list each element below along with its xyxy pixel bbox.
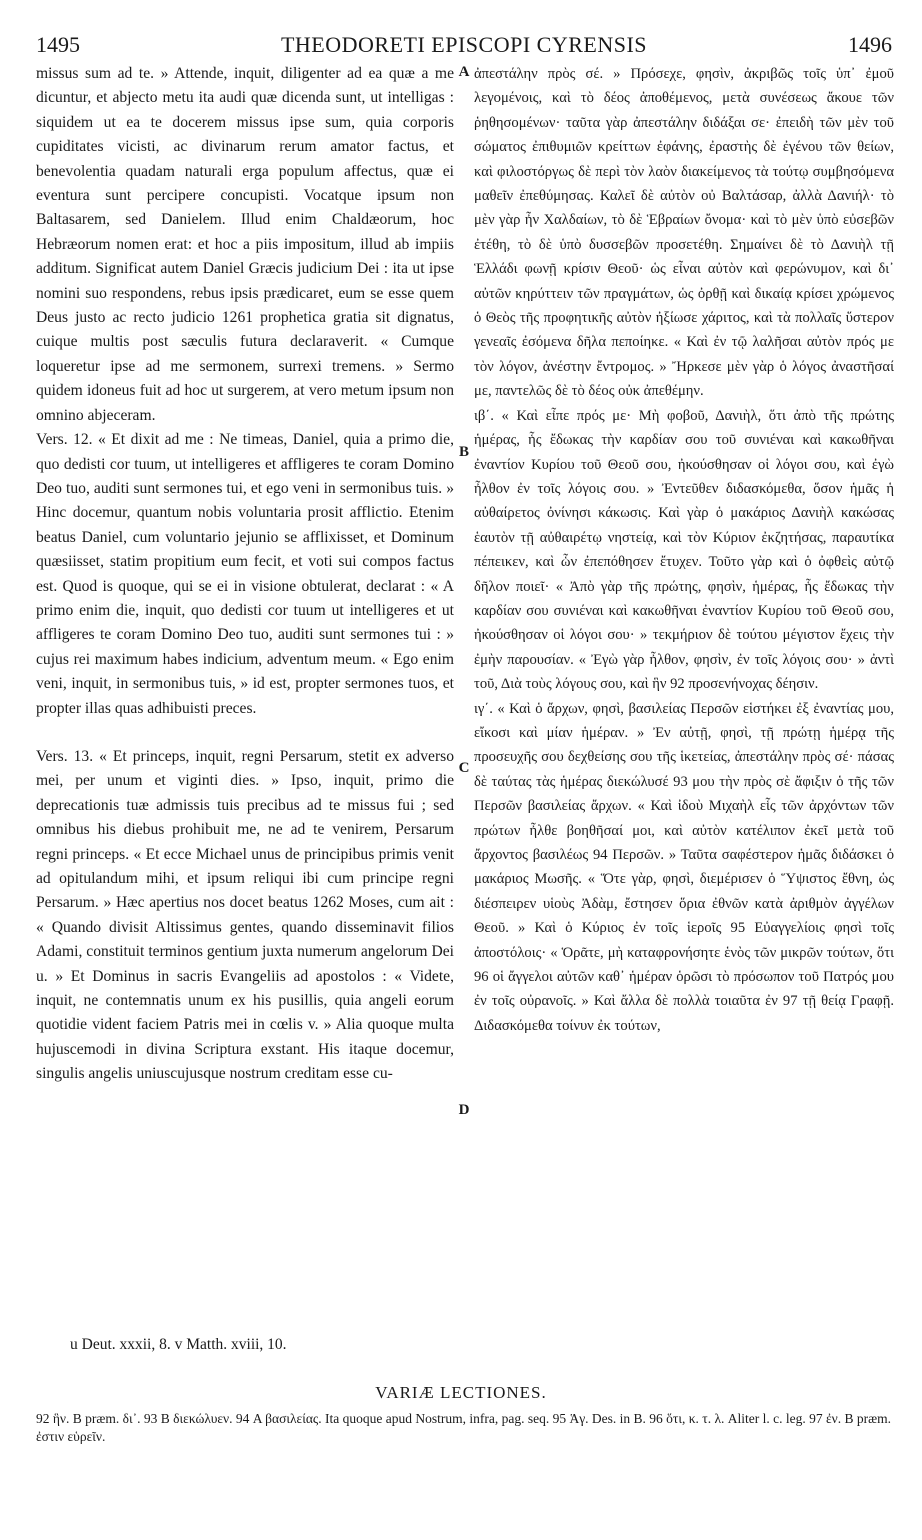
variae-lectiones-heading: VARIÆ LECTIONES.	[375, 1383, 547, 1402]
greek-paragraph-1: ἀπεστάλην πρὸς σέ. » Πρόσεχε, φησὶν, ἀκριβῶς τοῖς ὑπ᾽ ἐμοῦ λεγομένοις, καὶ τὸ δέος ἀποθέμενος, μετὰ συνέσεως ἄκουε τῶν ῥηθησομένων· ταῦτα γὰρ ἀπεστάλην διδάξαι σε· ἐπειδὴ τῶν μὲν τοῦ σώματος ἐπιθυμιῶν κρείττων ἐφάνης, ἐραστὴς δὲ ἐγένου τῶν θείων, καὶ φιλοστόργως δὲ περὶ τὸν λαὸν διακείμενος τὰ τούτῳ συμβησόμενα μαθεῖν ἐπεθύμησας. Καλεῖ δὲ αὐτὸν οὐ Βαλτάσαρ, ἀλλὰ Δανιήλ· τὸ μὲν γὰρ ἦν Χαλδαίων, τὸ δὲ Ἑβραίων ὄνομα· καὶ τὸ μὲν ὑπὸ εὐσεβῶν ἐτέθη, τὸ δὲ ὑπὸ δυσσεβῶν προσετέθη. Σημαίνει δὲ τὸ Δανιὴλ τῇ Ἑλλάδι φωνῇ κρίσιν Θεοῦ· ὡς εἶναι αὐτὸν καὶ φερώνυμον, καὶ δι᾽ αὐτῶν κηρύττειν τῶν πραγμάτων, ὡς ὀρθῇ καὶ δικαίᾳ κρίσει χρώμενος ὁ Θεὸς τῆς προφητικῆς αὐτὸν ἠξίωσε χάριτος, καὶ τὰ πολλαῖς ὕστερον γενεαῖς ἐσόμενα δῆλα πεποίηκε. « Καὶ ἐν τῷ λαλῆσαι αὐτὸν πρός με τὸν λόγον, ἀνέστην ἔντρομος. » Ἤρκεσε μὲν γὰρ ὁ λόγος ἀναστῆσαί με, παντελῶς δὲ τὸ δέος οὐκ ἀπεθέμην.	[474, 66, 894, 400]
margin-markers	[454, 0, 474, 1540]
latin-paragraph-1: missus sum ad te. » Attende, inquit, diligenter ad ea quæ a me dicuntur, et abjecto metu ita audi quæ dicenda sunt, ut intelligas : siquidem ut ea te docerem missus ipse sum, quia corporis cupiditates vicisti, ac divinarum rerum amator factus, et benevolentia quadam naturali erga populum affectus, quæ ei eventura sunt percipere concupisti. Vocatque ipsum non Baltasarem, sed Danielem. Illud enim Chaldæorum, hoc Hebræorum nomen erat: et hoc a piis impositum, illud ab impiis additum. Significat autem Daniel Græcis judicium Dei : ita ut ipse nomini suo respondens, rebus ipsis prædicaret, eum se esse quem Deus justo ac recto judicio 1261 prophetica gratia sit dignatus, cuique multis post sæculis futura declaraverit. « Cumque loqueretur ipse ad me sermonem, surrexi tremens. » Sermo quidem idoneus fuit ad hoc ut surgerem, at vero metum ipsum non omnino abjeceram.	[36, 65, 454, 424]
page-number-right: 1496	[848, 32, 892, 57]
greek-column	[474, 62, 894, 1038]
margin-marker-d: D	[458, 1102, 470, 1118]
margin-marker-a: A	[458, 64, 470, 80]
latin-paragraph-3: Vers. 13. « Et princeps, inquit, regni Persarum, stetit ex adverso mei, per unum et viginti dies. » Ipso, inquit, primo die deprecationis tuæ admissis tuis precibus ad te missus fui ; sed omnibus his diebus prohibuit me, ne ad te venirem, Persarum regni princeps. « Et ecce Michael unus de principibus primis venit ad opitulandum mihi, et ipsum reliqui ibi cum principe regni Persarum. » Hæc apertius nos docet beatus 1262 Moses, cum ait : « Quando divisit Altissimus gentes, quando disseminavit filios Adami, constituit terminos gentium juxta numerum angelorum Dei u. » Et Dominus in sacris Evangeliis ad apostolos : « Videte, inquit, ne contemnatis unum ex his pusillis, quia angeli eorum quotidie vident faciem Patris mei in cœlis v. » Alia quoque multa hujuscemodi in divina Scriptura exstant. His itaque docemur, singulis angelis uniuscujusque nostrum creditam esse cu-	[36, 747, 454, 1083]
page-number-left: 1495	[36, 32, 80, 57]
latin-paragraph-2: Vers. 12. « Et dixit ad me : Ne timeas, Daniel, quia a primo die, quo dedisti cor tuum, ut intelligeres et affligeres te coram Domino Deo tuo, auditi sunt sermones tui, et ego veni in sermonibus tuis. » Hinc docemur, quantum nobis voluntaria prosit afflictio. Etenim beatus Daniel, cum voluntario jejunio se afflixisset, et Dominum quæsiisset, statim propitium eum fecit, et voti sui compos factus est. Quod is quoque, qui se ei in visione obtulerat, declarat : « A primo enim die, inquit, quo dedisti cor tuum ut intelligeres et ut affligeres te coram Domino Deo tuo, auditi sunt sermones tui : » cujus rei maximum habes indicium, adventum meum. « Ego enim veni, inquit, in sermonibus tuis, » id est, propter sermones tuos, et propter illas quas adhibuisti preces.	[36, 431, 454, 717]
latin-column	[36, 62, 454, 1087]
variae-lectiones-text: 92 ἣν. B præm. δι᾽. 93 B διεκώλυεν. 94 A βασιλείας. Ita quoque apud Nostrum, infra, pag. seq. 95 Ἁγ. Des. in B. 96 ὅτι, κ. τ. λ. Aliter l. c. leg. 97 ἐν. B præm. ἐστιν εὑρεῖν.	[36, 1411, 892, 1444]
footnotes: u Deut. xxxii, 8. v Matth. xviii, 10.	[70, 1336, 287, 1353]
paragraph-gap	[36, 721, 454, 745]
greek-paragraph-3: ιγ΄. « Καὶ ὁ ἄρχων, φησὶ, βασιλείας Περσῶν εἱστήκει ἐξ ἐναντίας μου, εἴκοσι καὶ μίαν ἡμέραν. » Ἐν αὐτῇ, φησὶ, τῇ πρώτῃ ἡμέρᾳ τῆς προσευχῆς σου δεχθείσης σου τῆς ἱκετείας, ἀπεστάλην πρὸς σέ· πάσας δὲ ταύτας τὰς ἡμέρας διεκώλυσέ 93 μου τὴν πρὸς σὲ ἄφιξιν ὁ τῆς τῶν Περσῶν βασιλείας ἄρχων. « Καὶ ἰδοὺ Μιχαὴλ εἷς τῶν ἀρχόντων τῶν πρώτων ἦλθε βοηθῆσαί μοι, καὶ αὐτὸν κατέλιπον ἐκεῖ μετὰ τοῦ ἄρχοντος βασιλέως 94 Περσῶν. » Ταῦτα σαφέστερον ἡμᾶς διδάσκει ὁ μακάριος Μωσῆς. « Ὅτε γὰρ, φησὶ, διεμέρισεν ὁ Ὕψιστος ἔθνη, ὡς διέσπειρεν υἱοὺς Ἀδὰμ, ἔστησεν ὅρια ἐθνῶν κατὰ ἀριθμὸν ἀγγέλων Θεοῦ. » Καὶ ὁ Κύριος ἐν τοῖς ἱεροῖς 95 Εὐαγγελίοις φησὶ τοῖς ἀποστόλοις· « Ὁρᾶτε, μὴ καταφρονήσητε ἑνὸς τῶν μικρῶν τούτων, ὅτι 96 οἱ ἄγγελοι αὐτῶν καθ᾽ ἡμέραν ὁρῶσι τὸ πρόσωπον τοῦ Πατρός μου ἐν τοῖς οὐρανοῖς. » Καὶ ἄλλα δὲ πολλὰ τοιαῦτα ἐν 97 τῇ θείᾳ Γραφῇ. Διδασκόμεθα τοίνυν ἐκ τούτων,	[474, 700, 894, 1034]
margin-marker-c: C	[458, 760, 470, 776]
margin-marker-b: B	[458, 444, 469, 460]
running-title: THEODORETI EPISCOPI CYRENSIS	[280, 32, 648, 57]
greek-paragraph-2: ιβ΄. « Καὶ εἶπε πρός με· Μὴ φοβοῦ, Δανιὴλ, ὅτι ἀπὸ τῆς πρώτης ἡμέρας, ἧς ἔδωκας τὴν καρδίαν σου τοῦ συνιέναι καὶ κακωθῆναι ἐναντίον Κυρίου τοῦ Θεοῦ σου, ἠκούσθησαν οἱ λόγοι σου, καὶ ἐγὼ ἦλθον ἐν τοῖς λόγοις σου. » Ἐντεῦθεν διδασκόμεθα, ὅσον ἡμᾶς ἡ αὐθαίρετος ὀνίνησι κάκωσις. Καὶ γὰρ ὁ μακάριος Δανιὴλ κακώσας ἑαυτὸν τῇ αὐθαιρέτῳ νηστείᾳ, καὶ τὸν Κύριον ἐκζητήσας, παραυτίκα πέπεικεν, καὶ ὧν ἐπεπόθησεν ἔτυχεν. Τοῦτο γὰρ καὶ ὁ ὀφθεὶς αὐτῷ δῆλον ποιεῖ· « Ἀπὸ γὰρ τῆς πρώτης, φησὶν, ἡμέρας, ἧς ἔδωκας τὴν καρδίαν σου συνιέναι καὶ κακωθῆναι ἐναντίον Κυρίου τοῦ Θεοῦ σου, ἠκούσθησαν οἱ λόγοι σου· » τεκμήριον δὲ τούτου μέγιστον ἔχεις τὴν ἐμὴν παρουσίαν. « Ἐγὼ γὰρ ἦλθον, φησὶν, ἐν τοῖς λόγοις σου· » ἀντὶ τοῦ, Διὰ τοὺς λόγους σου, καὶ ἣν 92 προσενήνοχας δέησιν.	[474, 407, 894, 693]
